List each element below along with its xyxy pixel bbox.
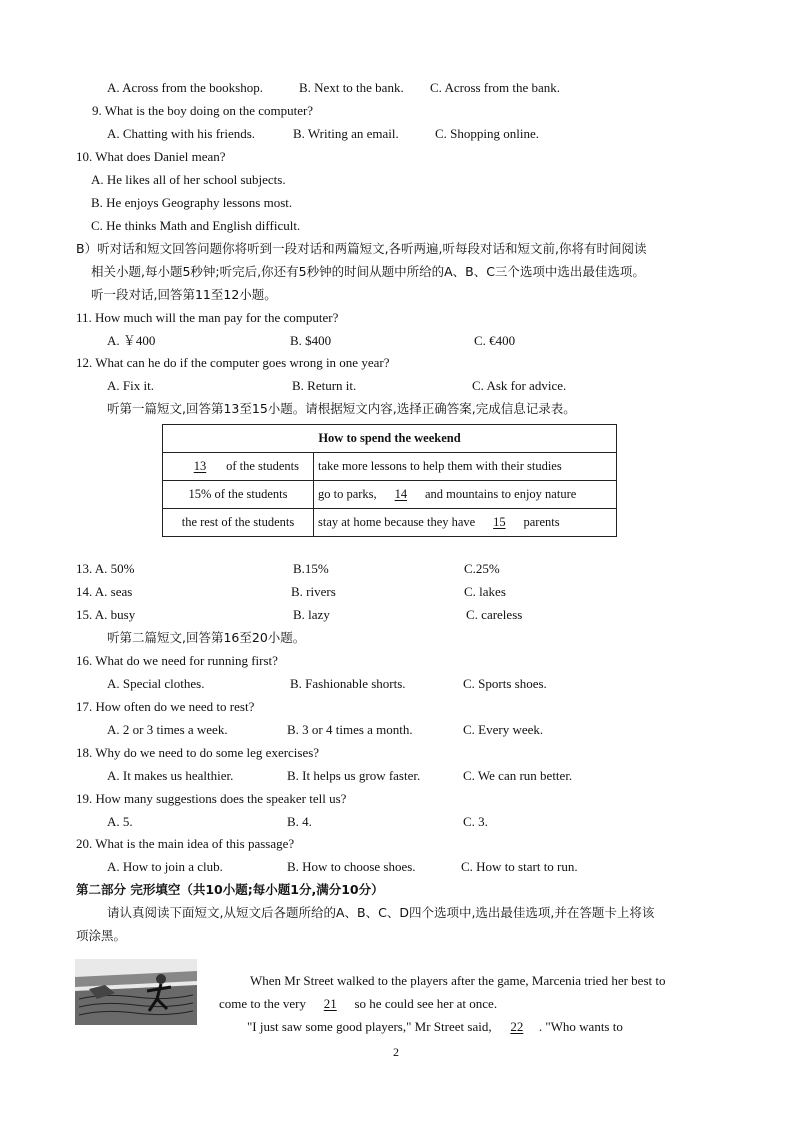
q19-option-a: A. 5. [107,814,133,829]
weekend-record-table [162,424,617,537]
q20-option-a: A. How to join a club. [107,859,223,874]
q17-question: 17. How often do we need to rest? [76,699,255,714]
blank-22[interactable]: 22 [510,1019,524,1034]
q10-option-b: B. He enjoys Geography lessons most. [91,195,293,210]
q14-option-c: C. lakes [464,584,506,599]
q9-option-a: A. Chatting with his friends. [107,126,256,141]
q19-question: 19. How many suggestions does the speaker tell us? [76,791,347,806]
page-number: 2 [393,1045,399,1059]
q12-option-a: A. Fix it. [107,378,154,393]
q18-option-a: A. It makes us healthier. [107,768,234,783]
cell-text: parents [523,515,560,529]
q11-option-a: A. ￥400 [107,333,156,348]
q16-option-a: A. Special clothes. [107,676,205,691]
cell-text: go to parks, [318,487,377,501]
q10-question: 10. What does Daniel mean? [76,149,226,164]
q12-question: 12. What can he do if the computer goes wrong in one year? [76,355,390,370]
cell-text: and mountains to enjoy nature [424,487,577,501]
q20-question: 20. What is the main idea of this passage? [76,836,295,851]
passage-text: . "Who wants to [538,1019,623,1034]
q8-option-b: B. Next to the bank. [299,80,404,95]
q8-option-c: C. Across from the bank. [430,80,560,95]
table-title: How to spend the weekend [163,425,617,453]
blank-15[interactable]: 15 [493,515,506,529]
q11-option-b: B. $400 [290,333,332,348]
q15-option-a: 15. A. busy [76,607,136,622]
table-row [163,481,617,509]
part2-heading: 第二部分 完形填空（共10小题;每小题1分,满分10分） [76,882,384,897]
cell-text: of the students [226,459,300,473]
q11-option-c: C. €400 [474,333,516,348]
q11-question: 11. How much will the man pay for the computer? [76,310,339,325]
q15-option-c: C. careless [466,607,523,622]
q19-option-c: C. 3. [463,814,488,829]
q16-question: 16. What do we need for running first? [76,653,278,668]
table-row [163,509,617,537]
blank-21[interactable]: 21 [323,996,337,1011]
q13-option-b: B.15% [293,561,329,576]
q12-option-c: C. Ask for advice. [472,378,567,393]
q13-option-a: 13. A. 50% [76,561,135,576]
q17-option-c: C. Every week. [463,722,544,737]
q20-option-c: C. How to start to run. [461,859,578,874]
q18-option-c: C. We can run better. [463,768,573,783]
passage-line-3 [247,1019,623,1035]
table-cell [314,509,617,537]
section-b-instruction-2: 相关小题,每小题5秒钟;听完后,你还有5秒钟的时间从题中所给的A、B、C三个选项中选出最佳选项。 [91,264,645,279]
q15-option-b: B. lazy [293,607,330,622]
dialogue-instruction: 听一段对话,回答第11至12小题。 [91,287,277,302]
baseball-illustration [75,959,197,1025]
table-row [163,453,617,481]
blank-14[interactable]: 14 [394,487,408,501]
cell-text: stay at home because they have [318,515,476,529]
q9-option-c: C. Shopping online. [435,126,540,141]
q16-option-c: C. Sports shoes. [463,676,547,691]
part2-instruction-2: 项涂黑。 [76,928,127,943]
passage-text: "I just saw some good players," Mr Street said, [247,1019,492,1034]
passage1-instruction: 听第一篇短文,回答第13至15小题。请根据短文内容,选择正确答案,完成信息记录表。 [107,401,576,416]
q14-option-b: B. rivers [291,584,336,599]
table-cell: the rest of the students [163,509,314,537]
table-cell [314,481,617,509]
q20-option-b: B. How to choose shoes. [287,859,416,874]
passage-line-2 [219,996,497,1012]
passage-line-1: When Mr Street walked to the players after the game, Marcenia tried her best to [250,973,666,988]
passage-text: come to the very [219,996,306,1011]
q10-option-a: A. He likes all of her school subjects. [91,172,286,187]
q13-option-c: C.25% [464,561,500,576]
q9-option-b: B. Writing an email. [293,126,399,141]
q12-option-b: B. Return it. [292,378,357,393]
q18-option-b: B. It helps us grow faster. [287,768,421,783]
section-b-instruction-1: B）听对话和短文回答问题你将听到一段对话和两篇短文,各听两遍,听每段对话和短文前,你将有时间阅读 [76,241,647,256]
q14-option-a: 14. A. seas [76,584,133,599]
passage-text: so he could see her at once. [354,996,498,1011]
q10-option-c: C. He thinks Math and English difficult. [91,218,301,233]
part2-instruction-1: 请认真阅读下面短文,从短文后各题所给的A、B、C、D四个选项中,选出最佳选项,并在答题卡上将该 [107,905,655,920]
q17-option-b: B. 3 or 4 times a month. [287,722,413,737]
table-cell [163,453,314,481]
table-cell: take more lessons to help them with their studies [314,453,617,481]
q19-option-b: B. 4. [287,814,312,829]
q8-option-a: A. Across from the bookshop. [107,80,263,95]
q18-question: 18. Why do we need to do some leg exercises? [76,745,320,760]
q9-question: 9. What is the boy doing on the computer? [92,103,314,118]
q16-option-b: B. Fashionable shorts. [290,676,406,691]
passage2-instruction: 听第二篇短文,回答第16至20小题。 [107,630,306,645]
blank-13[interactable]: 13 [193,459,207,473]
q17-option-a: A. 2 or 3 times a week. [107,722,228,737]
table-cell: 15% of the students [163,481,314,509]
